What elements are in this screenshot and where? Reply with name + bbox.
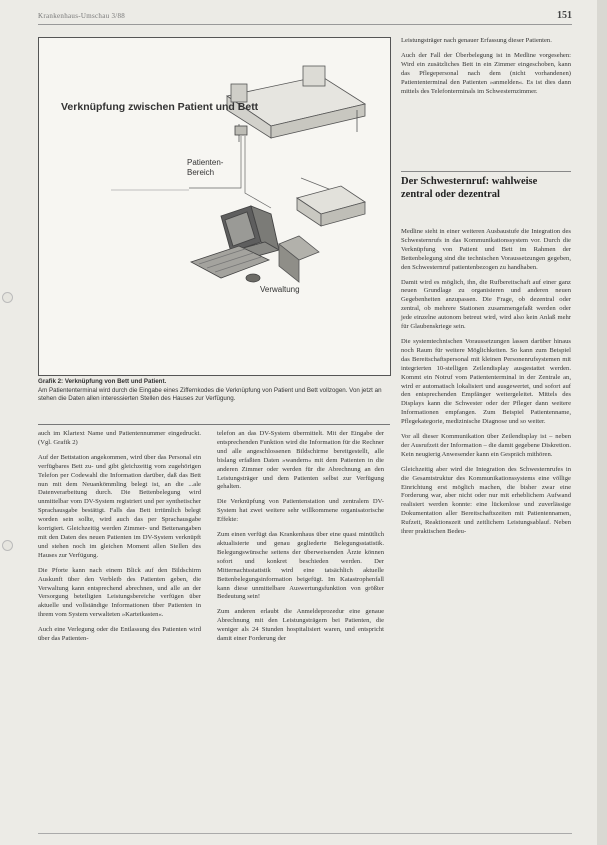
figure-caption bbox=[38, 378, 390, 404]
printer-drawing bbox=[297, 186, 365, 226]
label-patient-area: Patienten- Bereich bbox=[187, 158, 224, 177]
paragraph: Vor all dieser Kommunikation über Zeilendisplay ist – neben der Ausrufzeit der Information – die damit gegebene Diskretion. Kein neugierig Anwesender kann ein Gespräch mithören. bbox=[401, 433, 571, 458]
label-administration: Verwaltung bbox=[260, 285, 300, 294]
paragraph: Die systemtechnischen Voraussetzungen lassen darüber hinaus noch Raum für weitere Möglichkeiten. So kann zum Beispiel das Bereitschaftspersonal mit kleinen Personenrufsystemen mit integrierten 10-stelligen Zeilendisplay ausgestattet werden. Kommt ein Notruf vom Patiententerminal in der Zentrale an, wird er automatisch lokalisiert und ausgewertet, und sofort auf den entsprechenden Empfänger weitergeleitet. Mittels des Displays kann die Schwester oder der Pfleger dann weitere Informationen empfangen. Zum Beispiel Patientenname, Pflegekategorie, medizinische Diagnose und so weiter. bbox=[401, 337, 571, 426]
punch-hole bbox=[2, 292, 13, 303]
paragraph: telefon an das DV-System übermittelt. Mit der Eingabe der entsprechenden Funktion wird die Information für die Rechner und alle angeschlossenen Bildschirme bereitgestellt, alle bislang erfaßten Daten »wandern« mit dem Patienten in die anderen Zimmer oder werden für die Abrechnung an den Leistungsträger und dem Patienten selbst zur Verfügung gehalten. bbox=[217, 430, 384, 491]
paragraph: Auch der Fall der Überbelegung ist in Medline vorgesehen: Wird ein zusätzliches Bett in ein Zimmer eingeschoben, kann das Pflegepersonal nach dem (nicht vorhandenen) Patiententerminal den Patienten »anmelden«. Es ist dies dann mittels des Telefonterminals im Schwesternzimmer. bbox=[401, 51, 571, 95]
paragraph: Leistungsträger nach genauer Erfassung dieser Patienten. bbox=[401, 37, 552, 44]
section-heading: Der Schwesternruf: wahlweise zentral oder dezentral bbox=[401, 176, 538, 200]
telephone-drawing bbox=[246, 274, 260, 282]
text-column-middle bbox=[217, 430, 384, 650]
paragraph: Damit wird es möglich, ihn, die Rufbereitschaft auf einer ganz neuen Grundlage zu organisieren und anderen neuen Gegebenheiten anzupassen. Die Frage, ob dezentral oder zentral, ob mehrere Stationen zusammengefaßt werden oder jede einzelne autonom betreut wird, wird also kein Anlaß mehr für Glaubenskriege sein. bbox=[401, 278, 571, 331]
paragraph: Auch eine Verlegung oder die Entlassung des Patienten wird über das Patienten- bbox=[38, 626, 201, 643]
page-number: 151 bbox=[557, 10, 572, 21]
network-illustration bbox=[39, 38, 390, 375]
desk-unit bbox=[279, 236, 319, 282]
paragraph: Zum anderen erlaubt die Anmeldeprozedur eine genaue Abrechnung mit den Leistungsträgern bei Patienten, die weniger als 24 Stunden hospitalisiert waren, und entspricht damit einer Forderung der bbox=[217, 608, 384, 643]
figure-frame bbox=[38, 37, 391, 376]
bottom-rule bbox=[38, 833, 572, 834]
paragraph: Die Verknüpfung von Patientenstation und zentralem DV-System hat zwei weitere sehr willkommene organisatorische Effekte: bbox=[217, 498, 384, 524]
text-column-right bbox=[401, 228, 571, 543]
caption-title: Grafik 2: Verknüpfung von Bett und Patient. bbox=[38, 378, 167, 385]
patient-terminal bbox=[235, 126, 247, 135]
paragraph: Zum einen verfügt das Krankenhaus über eine quasi minütlich aktualisierte und genau gegliederte Belegungsstatistik. Belegungswünsche seitens der überweisenden Ärzte können sofort und konkret beschieden werden. Der Mitternachtsstatistik wird eine tatsächlich aktuelle Bettenbelegungsinformation beigefügt. Im Katastrophenfall kann diese unmittelbare Auswertungsfunktion von größter Bedeutung sein! bbox=[217, 531, 384, 601]
caption-text: Am Patiententerminal wird durch die Eingabe eines Ziffernkodes die Verknüpfung von Patient und Bett vollzogen. Von jetzt an stehen die Daten allen interessierten Stellen des Hauses zur Verfügung. bbox=[38, 386, 382, 403]
section-rule bbox=[401, 171, 571, 172]
punch-hole bbox=[2, 540, 13, 551]
header-rule bbox=[38, 24, 572, 25]
running-title: Krankenhaus-Umschau 3/88 bbox=[38, 12, 126, 20]
paragraph: Gleichzeitig aber wird die Integration des Schwesternrufes in die Gesamtstruktur des Kommunikationssystems eine völlige Einrichtung erst möglich machen, die bisher zwar eine Forderung war, aber nicht oder nur mit erheblichem Aufwand realisiert werden konnte: eine lückenlose und zuverlässige Dokumentation aller Bereitschaftszeiten mit Patientennamen, Rufzeit, Reaktionszeit und zeitlichem Leistungsablauf. Neben ihrer praktischen Bedeu- bbox=[401, 465, 571, 536]
paragraph: Medline sieht in einer weiteren Ausbaustufe die Integration des Schwesternrufs in das Kommunikationssystem vor. Durch die Verknüpfung von Patient und Bett im Rahmen der Bettenbelegung sind die technischen Voraussetzungen gegeben, den Schwesternruf patientenbezogen zu handhaben. bbox=[401, 228, 571, 271]
paragraph: auch im Klartext Name und Patientennummer eingedruckt. (Vgl. Grafik 2) bbox=[38, 430, 201, 446]
caption-rule bbox=[38, 424, 390, 425]
figure-title: Verknüpfung zwischen Patient und Bett bbox=[61, 101, 259, 113]
paragraph: Die Pforte kann nach einem Blick auf den Bildschirm Auskunft über den Verbleib des Patienten geben, die Verwaltung kann entsprechend abrechnen, und alle an der Versorgung beteiligten Leistungsbereiche verfügen über aktuelle und vollständige Informationen über Patienten in ihrem vom System verwalteten »Karteikasten«. bbox=[38, 566, 201, 619]
text-column-right-top bbox=[401, 37, 571, 102]
paragraph: Auf der Bettstation angekommen, wird über das Personal ein verfügbares Bett zu- und gibt gleichzeitig vom zugehörigen Telefon per Codewahl die Information darüber, daß das Bett nun mit dem Neuankömmling belegt ist, an die ...ale Datenverarbeitung durch. Die Bettenbelegung wird unmittelbar vom DV-System registriert und per synthetischer Sprachausgabe bestätigt. Falls das Bett irrtümlich belegt worden sein sollte, wird auch das per Sprachausgabe korrigiert. Gleichzeitig werden Zimmer- und Bettenangaben mit den Daten des neuen Patienten im DV-System verknüpft und stehen noch im gleichen Moment allen Stellen des Hauses zur Verfügung. bbox=[38, 453, 201, 559]
scan-shadow bbox=[597, 0, 607, 845]
text-column-left bbox=[38, 430, 201, 650]
